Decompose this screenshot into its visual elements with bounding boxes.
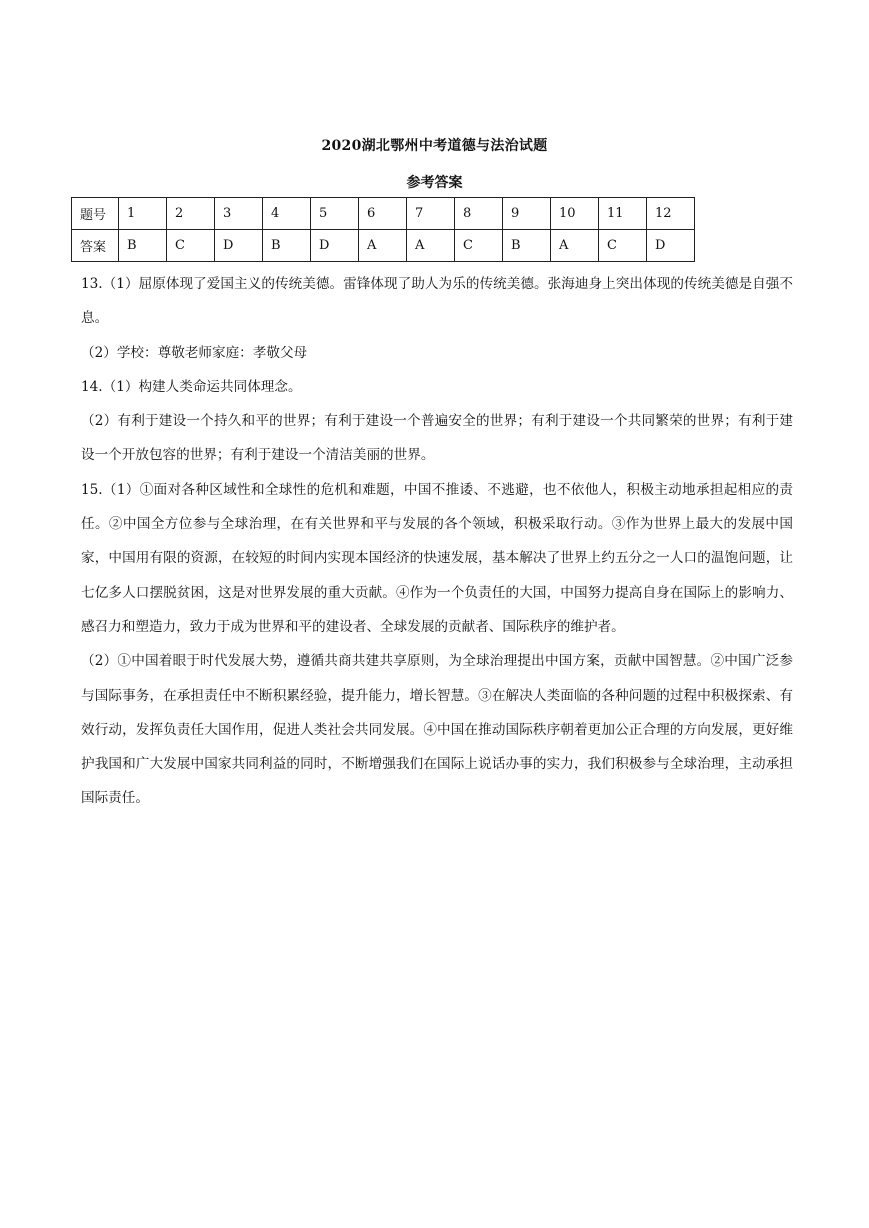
table-cell: D — [215, 230, 263, 262]
table-cell: 9 — [503, 198, 551, 230]
table-cell: 6 — [359, 198, 407, 230]
answer-body — [81, 267, 793, 816]
table-cell: D — [647, 230, 695, 262]
table-cell: 11 — [599, 198, 647, 230]
table-cell: 10 — [551, 198, 599, 230]
table-cell: A — [551, 230, 599, 262]
table-cell: C — [599, 230, 647, 262]
table-cell: 2 — [167, 198, 215, 230]
answer-q15-part1: 15.（1）①面对各种区域性和全球性的危机和难题，中国不推诿、不逃避，也不依他人，积极主动地承担起相应的责任。②中国全方位参与全球治理，在有关世界和平与发展的各个领域，积极采取行动。③作为世界上最大的发展中国家，中国用有限的资源，在较短的时间内实现本国经济的快速发展，基本解决了世界上约五分之一人口的温饱问题，让七亿多人口摆脱贫困，这是对世界发展的重大贡献。④作为一个负责任的大国，中国努力提高自身在国际上的影响力、感召力和塑造力，致力于成为世界和平的建设者、全球发展的贡献者、国际秩序的维护者。 — [81, 481, 793, 635]
table-cell: B — [263, 230, 311, 262]
table-cell: 8 — [455, 198, 503, 230]
table-cell: 3 — [215, 198, 263, 230]
row-label-number: 题号 — [72, 198, 119, 230]
answer-q13-part1: 13.（1）屈原体现了爱国主义的传统美德。雷锋体现了助人为乐的传统美德。张海迪身上突出体现的传统美德是自强不息。 — [81, 276, 793, 327]
table-cell: 7 — [407, 198, 455, 230]
row-label-answer: 答案 — [72, 230, 119, 262]
table-cell: C — [167, 230, 215, 262]
table-cell: C — [455, 230, 503, 262]
table-row-answers — [72, 230, 695, 262]
page-subtitle: 参考答案 — [406, 175, 463, 191]
table-cell: A — [407, 230, 455, 262]
table-cell: B — [119, 230, 167, 262]
answer-q14-part2: （2）有利于建设一个持久和平的世界；有利于建设一个普遍安全的世界；有利于建设一个共同繁荣的世界；有利于建设一个开放包容的世界；有利于建设一个清洁美丽的世界。 — [81, 413, 793, 464]
answer-q15-part2: （2）①中国着眼于时代发展大势，遵循共商共建共享原则，为全球治理提出中国方案，贡献中国智慧。②中国广泛参与国际事务，在承担责任中不断积累经验，提升能力，增长智慧。③在解决人类面临的各种问题的过程中积极探索、有效行动，发挥负责任大国作用，促进人类社会共同发展。④中国在推动国际秩序朝着更加公正合理的方向发展，更好维护我国和广大发展中国家共同利益的同时，不断增强我们在国际上说话办事的实力，我们积极参与全球治理，主动承担国际责任。 — [81, 653, 793, 807]
table-cell: A — [359, 230, 407, 262]
table-cell: 5 — [311, 198, 359, 230]
answer-q13-part2: （2）学校：尊敬老师家庭：孝敬父母 — [81, 344, 308, 361]
table-cell: 4 — [263, 198, 311, 230]
answer-table — [71, 197, 695, 262]
table-cell: 1 — [119, 198, 167, 230]
table-row-numbers — [72, 198, 695, 230]
answer-q14-part1: 14.（1）构建人类命运共同体理念。 — [81, 378, 302, 395]
table-cell: B — [503, 230, 551, 262]
table-cell: D — [311, 230, 359, 262]
page-title: 2020湖北鄂州中考道德与法治试题 — [321, 138, 548, 154]
table-cell: 12 — [647, 198, 695, 230]
